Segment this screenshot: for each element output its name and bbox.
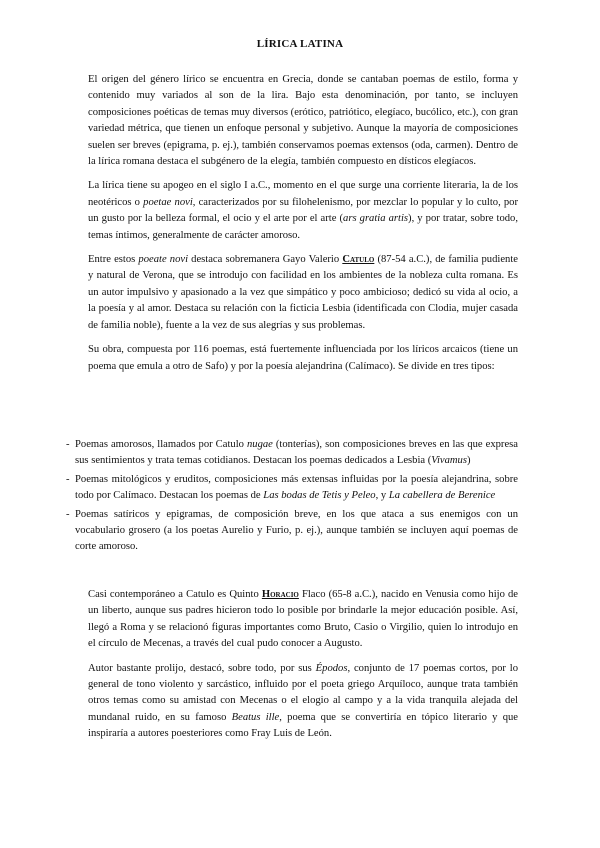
paragraph-obra: Su obra, compuesta por 116 poemas, está fuertemente influenciada por los líricos arcaicos (tiene un poema que emula a otro de Safo) y por la poesía alejandrina (Calímaco). Se divide en tres tipos: xyxy=(88,344,518,372)
list-dash: - xyxy=(66,439,70,450)
italic-term: poetae novi xyxy=(143,196,193,208)
italic-term: La cabellera de Berenice xyxy=(388,490,496,502)
paragraph-catulo xyxy=(88,252,518,334)
text-run: Poemas mitológicos y eruditos, composiciones más extensas influidas por la poesía alejandrina, sobre todo por Calímaco. Destacan los poemas de xyxy=(75,473,518,502)
italic-term: nugae xyxy=(246,439,273,450)
text-run: Flaco (65-8 a.C.), nacido en Venusia como hijo de un liberto, aunque sus padres hicieron todo lo posible por brindarle la mejor educación posible. Así, llegó a Roma y se relacionó figuras importantes como Bruto, Casio o Virgilio, quien lo introdujo en el círculo de Mecenas, a través del cual pudo conocer a Augusto. xyxy=(88,589,518,650)
italic-term: Beatus ille xyxy=(231,711,280,723)
text-run: La lírica tiene su apogeo en el siglo I a.C., momento en el que surge una corriente literaria, la de los neotéricos o xyxy=(88,180,518,208)
page-title: LÍRICA LATINA xyxy=(256,38,344,50)
text-run: Poemas amorosos, llamados por Catulo xyxy=(75,439,247,450)
intro-section xyxy=(88,72,518,383)
text-run: , caracterizados por su filohelenismo, por mezclar lo popular y lo culto, por un gusto por la belleza formal, el ocio y el arte por el arte ( xyxy=(88,196,518,225)
text-run: (tonterías), son composiciones breves en las que expresa sus sentimientos y trata temas cotidianos. Destacan los poemas dedicados a Lesbia ( xyxy=(75,439,518,467)
paragraph-horacio xyxy=(88,587,518,653)
italic-term: Vivamus xyxy=(431,455,467,467)
horacio-section xyxy=(88,587,518,751)
text-run: Entre estos xyxy=(88,254,139,266)
text-run: (87-54 a.C.), de familia pudiente y natural de Verona, que se introdujo con facilidad en los ambientes de la nobleza culta romana. Es un autor impulsivo y apasionado a la vez que simpático y poco ambicioso; dedicó su vida al ocio, a la poesía y al amor. Destaca su relación con la ficticia Lesbia (identificada con Clodia, mujer casada de familia noble), fuente a la vez de sus alegrías y sus problemas. xyxy=(88,254,518,331)
author-name-horacio: Horacio xyxy=(261,589,299,600)
text-run: Casi contemporáneo a Catulo es Quinto xyxy=(88,589,262,600)
author-name-catulo: Catulo xyxy=(342,254,375,266)
italic-term: Épodos xyxy=(315,662,348,674)
italic-term: poeate novi xyxy=(138,254,189,266)
text-run: , conjunto de 17 poemas cortos, por lo general de tono violento y sarcástico, influido por el poeta griego Arquíloco, aunque trata también otros temas como su amistad con Mecenas o el elogio al campo y a la vida tranquila alejada del mundanal ruido, en su famoso xyxy=(88,662,519,723)
paragraph-epodos xyxy=(88,661,518,743)
italic-term: Las bodas de Tetis y Peleo xyxy=(263,490,376,502)
text-run: ), y por tratar, sobre todo, temas íntimos, generalmente de carácter amoroso. xyxy=(88,213,518,241)
list-dash: - xyxy=(66,473,70,485)
types-list xyxy=(66,437,518,558)
list-dash: - xyxy=(66,508,70,520)
text-run: , poema que se convertiría en tópico literario y que inspiraría a autores poesteriores como Fray Luis de León. xyxy=(88,711,519,740)
text-run: destaca sobremanera Gayo Valerio xyxy=(188,254,343,266)
list-item xyxy=(66,507,518,556)
list-item xyxy=(66,437,518,470)
list-item xyxy=(66,472,518,505)
paragraph-origin: El origen del género lírico se encuentra en Grecia, donde se cantaban poemas de estilo, forma y contenido muy variados al son de la lira. Bajo esta denominación, por tanto, se incluyen composiciones poéticas de temas muy diversos (erótico, patriótico, elegíaco, bucólico, etc.), con gran variedad métrica, que tienen un enfoque personal y subjetivo. Aunque la mayoría de composiciones suelen ser breves (epigrama, p. ej.), también conservamos poemas extensos (oda, carmen). Dentro de la lírica romana destaca el subgénero de la elegía, también compuesto en dísticos elegíacos. xyxy=(88,74,518,168)
text-run: Autor bastante prolijo, destacó, sobre todo, por sus xyxy=(88,662,316,674)
text-run: ) xyxy=(466,455,471,467)
text-run: , y xyxy=(375,490,389,502)
paragraph-apogeo xyxy=(88,178,518,244)
italic-term: ars gratia artis xyxy=(343,213,409,225)
text-run: Poemas satíricos y epigramas, de composición breve, en los que ataca a sus enemigos con un vocabulario grosero (a los poetas Aurelio y Furio, p. ej.), aunque también se incluyen aquí poemas de corte amoroso. xyxy=(75,508,518,553)
